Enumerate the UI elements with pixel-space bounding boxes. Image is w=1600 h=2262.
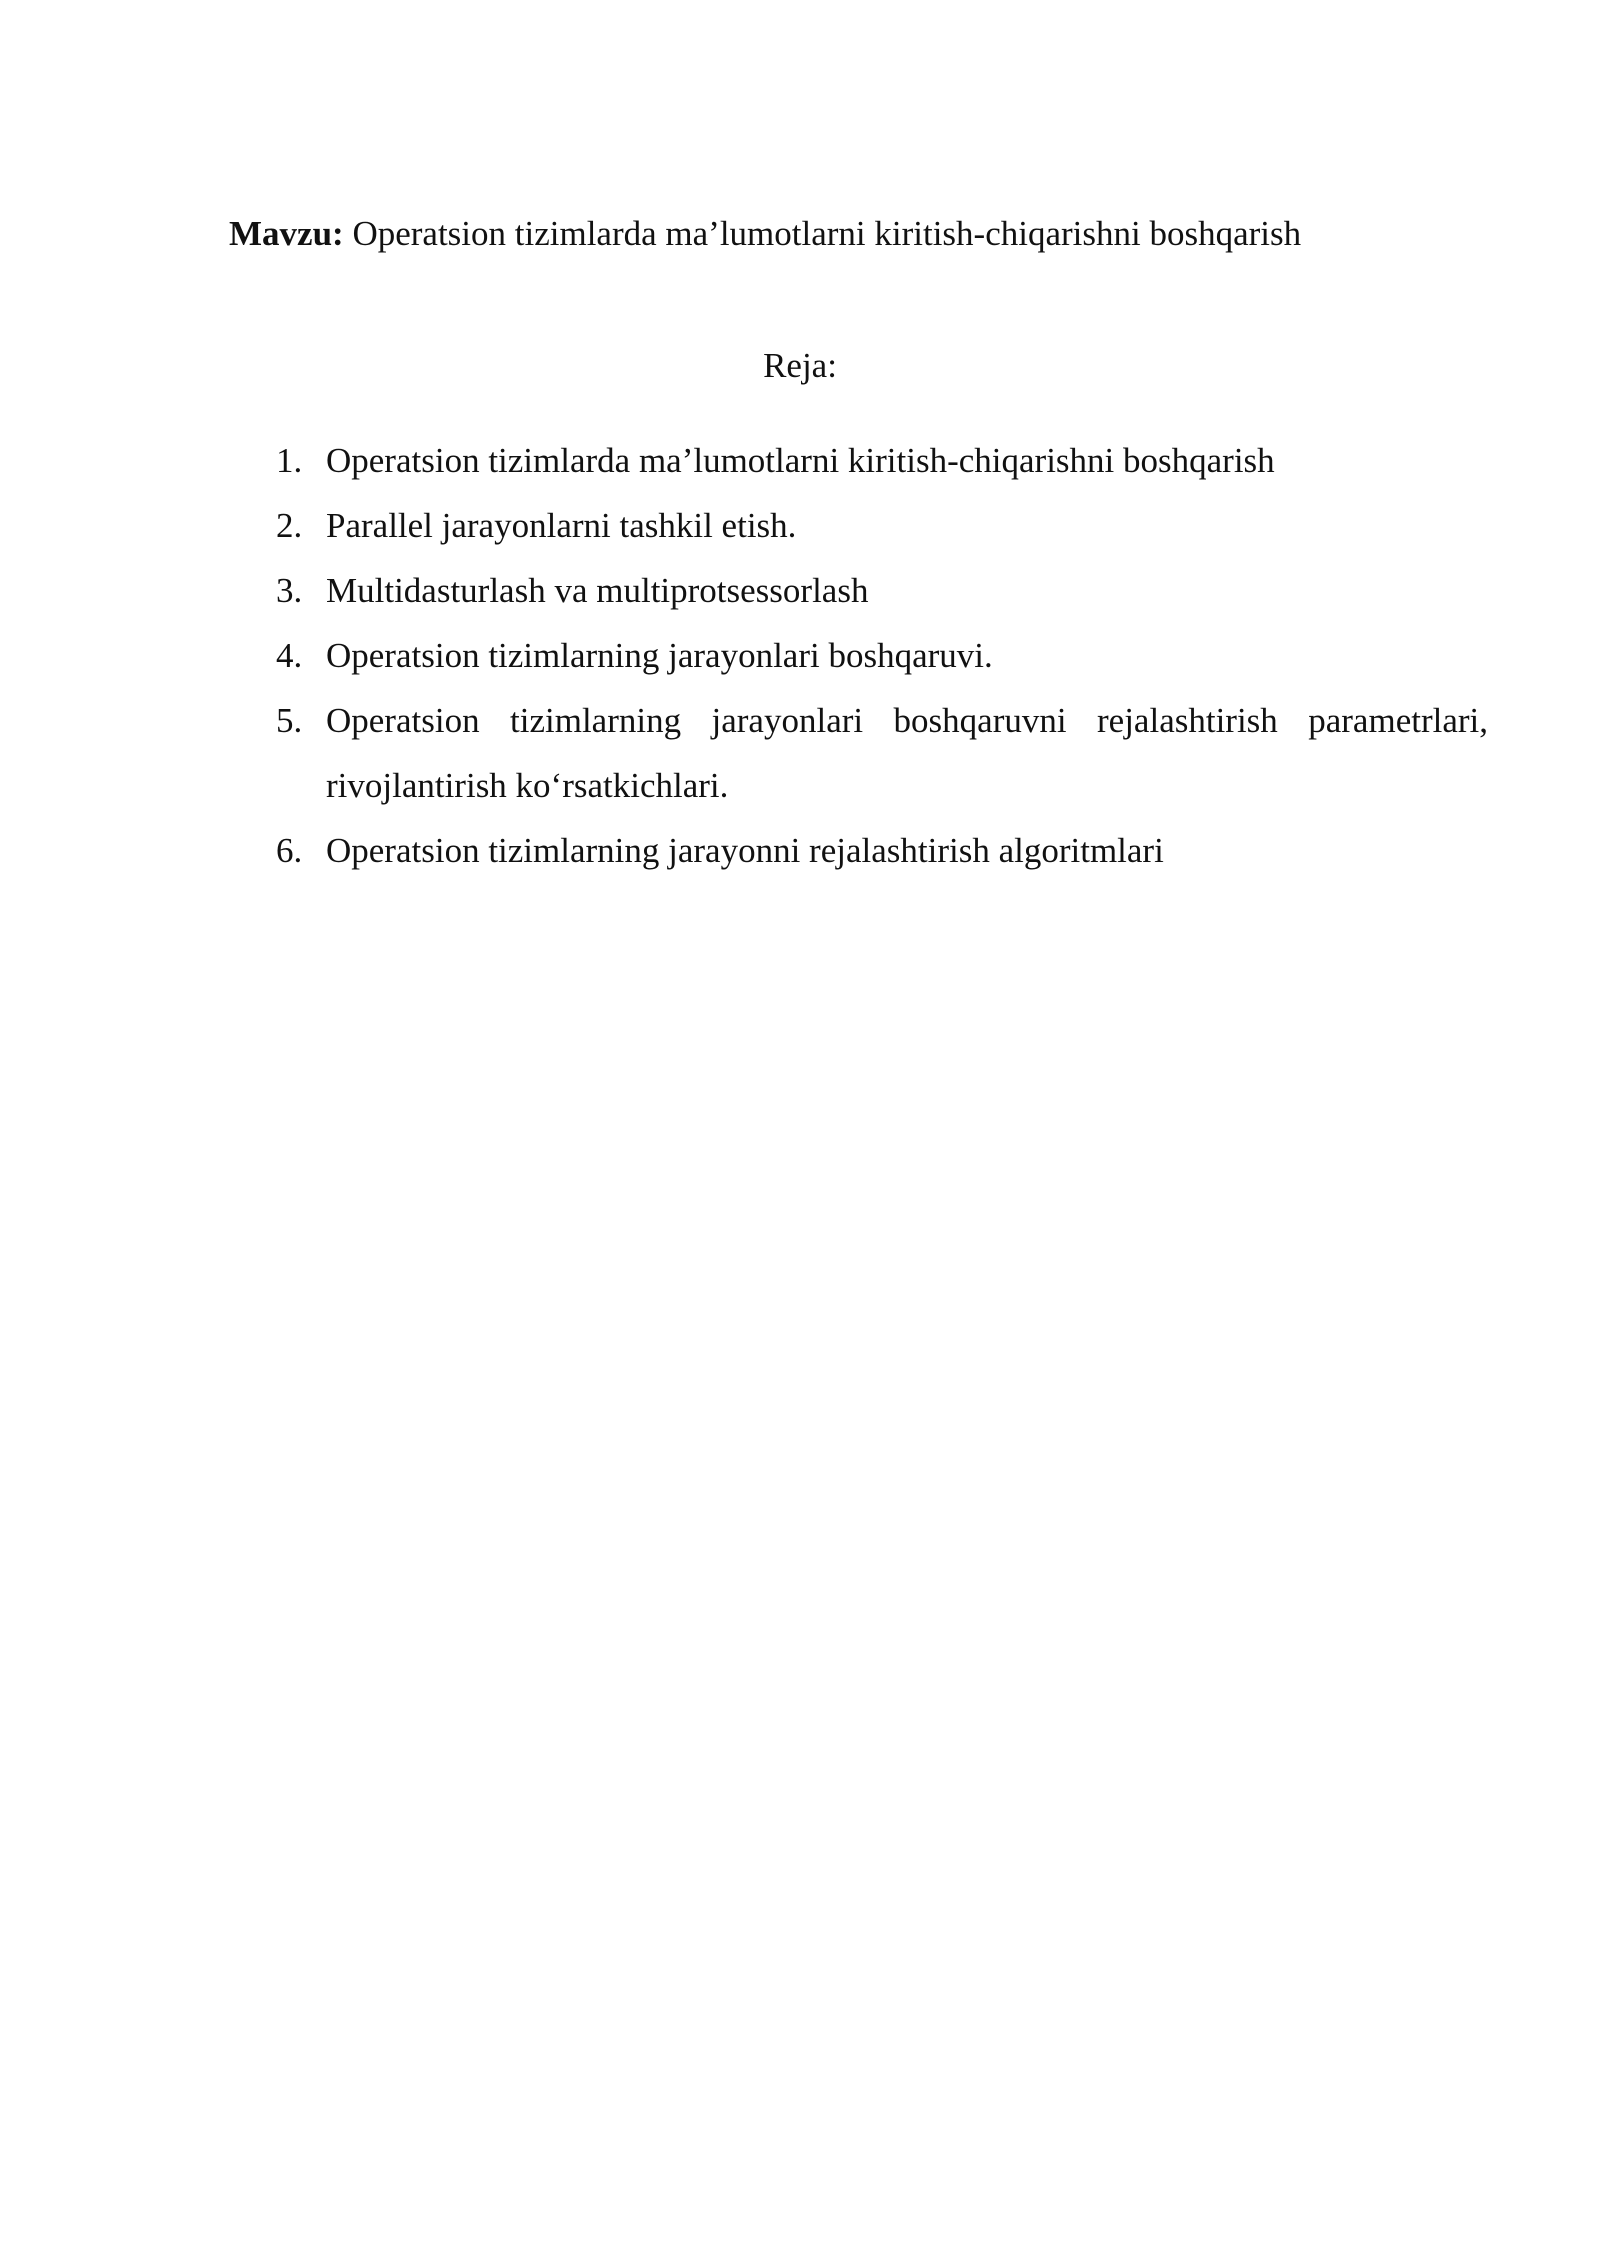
plan-item-number: 6. xyxy=(276,831,303,870)
plan-item xyxy=(270,428,1488,493)
plan-item-number: 3. xyxy=(276,571,303,610)
plan-item-text: Multidasturlash va multiprotsessorlash xyxy=(326,571,869,610)
plan-item-number: 5. xyxy=(276,701,303,740)
plan-item-text: Operatsion tizimlarning jarayonlari boshqaruvi. xyxy=(326,636,993,675)
plan-item-text: Operatsion tizimlarning jarayonlari boshqaruvni rejalashtirish parametrlari, rivojlantirish ko‘rsatkichlari. xyxy=(326,701,1488,805)
plan-item-text: Operatsion tizimlarda ma’lumotlarni kiritish-chiqarishni boshqarish xyxy=(326,441,1275,480)
plan-item-number: 4. xyxy=(276,636,303,675)
plan-item xyxy=(270,818,1488,883)
topic-line xyxy=(229,210,1489,258)
plan-heading: Reja: xyxy=(763,346,837,385)
plan-item-text: Operatsion tizimlarning jarayonni rejalashtirish algoritmlari xyxy=(326,831,1164,870)
topic-text: Operatsion tizimlarda ma’lumotlarni kiritish-chiqarishni boshqarish xyxy=(352,214,1302,253)
plan-item xyxy=(270,688,1488,818)
plan-item xyxy=(270,558,1488,623)
topic-label: Mavzu: xyxy=(229,214,344,253)
plan-item-text: Parallel jarayonlarni tashkil etish. xyxy=(326,506,797,545)
plan-item xyxy=(270,493,1488,558)
plan-item xyxy=(270,623,1488,688)
plan-list xyxy=(270,428,1488,883)
plan-item-number: 2. xyxy=(276,506,303,545)
plan-item-number: 1. xyxy=(276,441,303,480)
